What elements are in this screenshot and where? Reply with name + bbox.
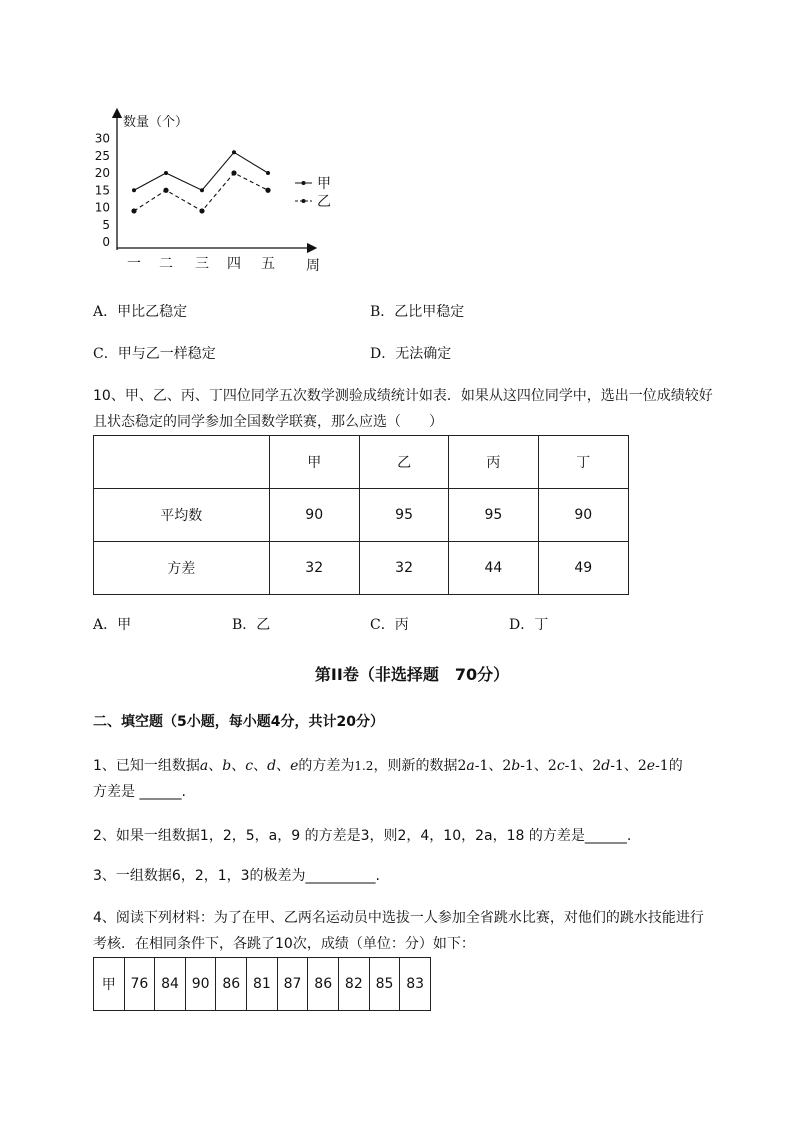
table-cell: 甲 bbox=[269, 436, 359, 489]
x-tick-label: 四 bbox=[227, 256, 241, 272]
legend-marker-yi bbox=[302, 199, 306, 203]
fill2: 2、如果一组数据1，2，5，a，9 的方差是3，则2，4，10，2a，18 的方差是______. bbox=[93, 828, 632, 844]
x-tick-label: 五 bbox=[261, 256, 275, 272]
sep: 、 bbox=[578, 758, 593, 774]
table-cell: 87 bbox=[277, 958, 308, 1011]
q10-table bbox=[93, 435, 629, 595]
table-cell: 32 bbox=[359, 542, 448, 595]
table-cell: 81 bbox=[247, 958, 278, 1011]
var-e: e bbox=[646, 758, 656, 774]
data-point bbox=[199, 208, 204, 213]
table-row bbox=[94, 489, 629, 542]
var-a: a bbox=[466, 758, 475, 774]
table-cell bbox=[94, 436, 270, 489]
y-tick-label: 30 bbox=[94, 131, 110, 146]
x-tick-label: 一 bbox=[127, 256, 141, 272]
y-tick-label: 0 bbox=[102, 235, 110, 249]
table-cell: 44 bbox=[449, 542, 538, 595]
legend-label-yi: 乙 bbox=[317, 194, 331, 210]
coef: 2 bbox=[502, 758, 512, 774]
data-point bbox=[265, 188, 270, 193]
q10-line1: 10、甲、乙、丙、丁四位同学五次数学测验成绩统计如表．如果从这四位同学中，选出一位成绩较好 bbox=[93, 388, 713, 404]
y-axis-label: 数量（个） bbox=[123, 115, 189, 130]
table-cell: 32 bbox=[269, 542, 359, 595]
table-cell: 86 bbox=[308, 958, 339, 1011]
table-cell: 90 bbox=[269, 489, 359, 542]
fill1-variance: 1.2 bbox=[354, 759, 374, 773]
line-chart bbox=[90, 108, 340, 278]
table-cell: 86 bbox=[216, 958, 247, 1011]
data-point bbox=[164, 171, 168, 175]
data-point bbox=[266, 171, 270, 175]
y-tick-label: 25 bbox=[94, 148, 110, 163]
y-tick-label: 20 bbox=[94, 166, 110, 180]
q10-option-a: A．甲 bbox=[93, 617, 132, 633]
sep: 、 bbox=[623, 758, 638, 774]
fill3: 3、一组数据6，2，1，3的极差为__________. bbox=[93, 868, 380, 884]
table-cell: 方差 bbox=[94, 542, 270, 595]
table-cell: 甲 bbox=[94, 958, 125, 1011]
q9-option-b: B．乙比甲稳定 bbox=[370, 304, 465, 320]
minus-one: -1 bbox=[520, 758, 534, 774]
var-d: d bbox=[267, 758, 277, 774]
x-tick-label: 二 bbox=[159, 256, 173, 272]
x-axis-label: 周 bbox=[306, 258, 320, 274]
q10-option-b: B．乙 bbox=[232, 617, 271, 633]
fill4-score-table bbox=[93, 957, 431, 1011]
y-tick-label: 10 bbox=[94, 200, 110, 215]
q9-option-a: A．甲比乙稳定 bbox=[93, 304, 188, 320]
table-cell: 平均数 bbox=[94, 489, 270, 542]
sep: 、 bbox=[533, 758, 548, 774]
sep: 、 bbox=[253, 758, 268, 774]
table-cell: 90 bbox=[185, 958, 216, 1011]
minus-one: -1 bbox=[610, 758, 624, 774]
table-cell: 乙 bbox=[359, 436, 448, 489]
minus-one: -1 bbox=[655, 758, 669, 774]
table-cell: 82 bbox=[339, 958, 370, 1011]
fill1-line1 bbox=[93, 754, 683, 778]
var-c: c bbox=[245, 758, 254, 774]
table-cell: 90 bbox=[538, 489, 628, 542]
sep: 、 bbox=[208, 758, 223, 774]
series-line-jia bbox=[134, 152, 268, 190]
minus-one: -1 bbox=[474, 758, 489, 774]
data-point bbox=[232, 150, 236, 154]
fill4-line2: 考核．在相同条件下，各跳了10次，成绩（单位：分）如下： bbox=[93, 936, 475, 952]
table-cell: 84 bbox=[155, 958, 186, 1011]
data-point bbox=[132, 188, 136, 192]
coef: 2 bbox=[547, 758, 557, 774]
section-title: 第II卷（非选择题 70分） bbox=[314, 665, 510, 684]
var-e: e bbox=[290, 758, 299, 774]
fill1-prefix: 1、已知一组数据 bbox=[93, 758, 200, 774]
x-tick-label: 三 bbox=[195, 256, 209, 272]
minus-one: -1 bbox=[564, 758, 579, 774]
sep: 、 bbox=[488, 758, 503, 774]
table-cell: 49 bbox=[538, 542, 628, 595]
table-cell: 95 bbox=[449, 489, 538, 542]
sep: 、 bbox=[231, 758, 246, 774]
q10-option-c: C．丙 bbox=[370, 617, 409, 633]
var-b: b bbox=[222, 758, 232, 774]
data-point bbox=[131, 208, 136, 213]
table-cell: 85 bbox=[369, 958, 400, 1011]
table-cell: 丁 bbox=[538, 436, 628, 489]
q9-option-c: C．甲与乙一样稳定 bbox=[93, 346, 216, 362]
table-cell: 76 bbox=[124, 958, 155, 1011]
data-point bbox=[163, 188, 168, 193]
legend-marker-jia bbox=[302, 181, 306, 185]
var-b: b bbox=[511, 758, 521, 774]
section2-heading: 二、填空题（5小题，每小题4分，共计20分） bbox=[93, 714, 384, 730]
fill1-mid: 的方差为 bbox=[298, 758, 355, 774]
coef: 2 bbox=[457, 758, 467, 774]
q10-line2: 且状态稳定的同学参加全国数学联赛，那么应选（ ） bbox=[93, 414, 443, 430]
fill1-trailing: 的 bbox=[668, 758, 683, 774]
q9-option-d: D．无法确定 bbox=[370, 346, 452, 362]
var-c: c bbox=[556, 758, 565, 774]
data-point bbox=[231, 170, 236, 175]
fill1-line2: 方差是 ______. bbox=[93, 784, 186, 800]
table-cell: 丙 bbox=[449, 436, 538, 489]
data-point bbox=[200, 188, 204, 192]
var-a: a bbox=[199, 758, 209, 774]
coef: 2 bbox=[592, 758, 602, 774]
table-row bbox=[94, 436, 629, 489]
fill1-mid2: ，则新的数据 bbox=[373, 758, 458, 774]
legend-label-jia: 甲 bbox=[317, 176, 331, 192]
table-cell: 83 bbox=[400, 958, 431, 1011]
coef: 2 bbox=[637, 758, 647, 774]
q10-option-d: D．丁 bbox=[509, 617, 549, 633]
fill4-line1: 4、阅读下列材料：为了在甲、乙两名运动员中选拔一人参加全省跳水比赛，对他们的跳水技能进行 bbox=[93, 910, 704, 926]
y-tick-label: 15 bbox=[94, 183, 110, 198]
table-row bbox=[94, 958, 431, 1011]
table-cell: 95 bbox=[359, 489, 448, 542]
y-tick-label: 5 bbox=[102, 217, 110, 232]
sep: 、 bbox=[276, 758, 291, 774]
var-d: d bbox=[601, 758, 611, 774]
table-row bbox=[94, 542, 629, 595]
